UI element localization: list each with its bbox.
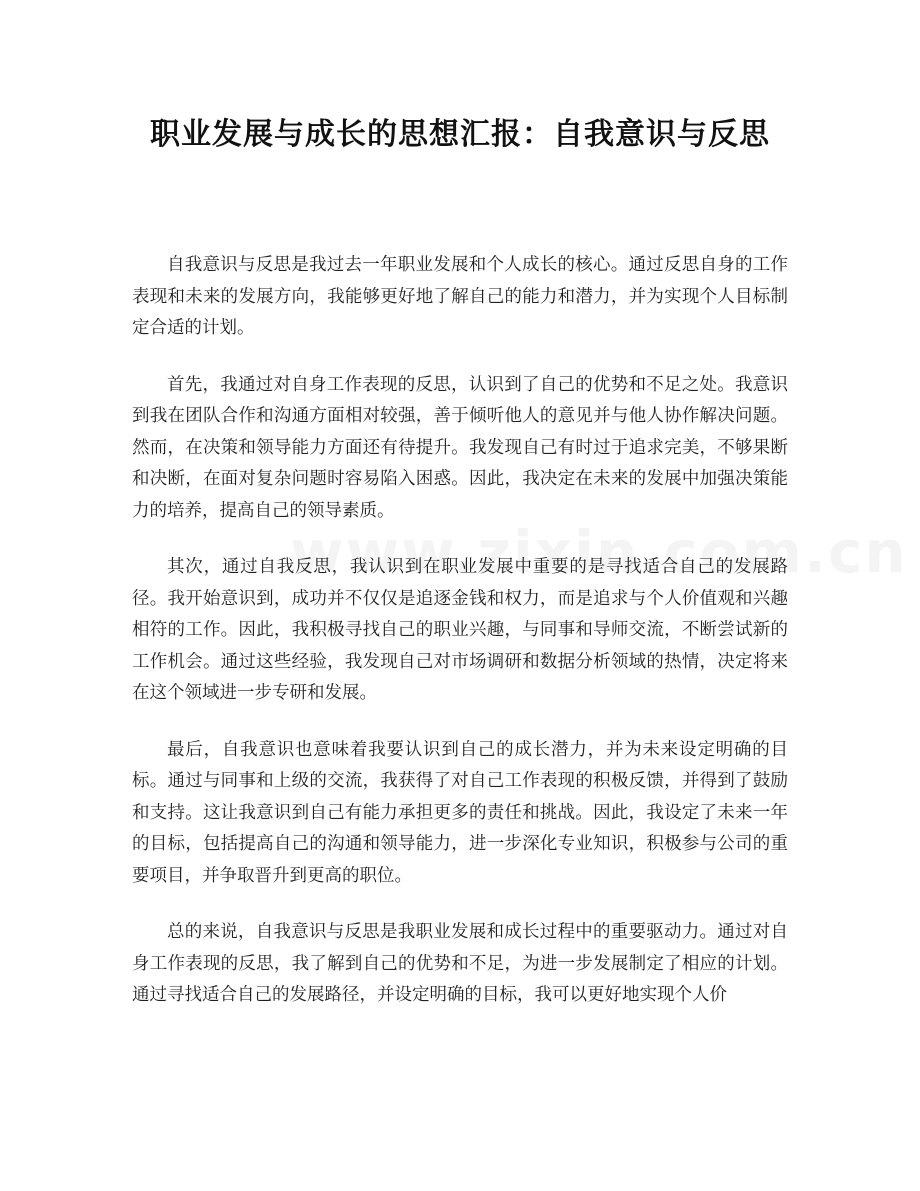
paragraph-intro: 自我意识与反思是我过去一年职业发展和个人成长的核心。通过反思自身的工作表现和未来的发展方向，我能够更好地了解自己的能力和潜力，并为实现个人目标制定合适的计划。 bbox=[132, 255, 788, 338]
paragraph-summary: 总的来说，自我意识与反思是我职业发展和成长过程中的重要驱动力。通过对自身工作表现的反思，我了解到自己的优势和不足，为进一步发展制定了相应的计划。通过寻找适合自己的发展路径，并设定明确的目标，我可以更好地实现个人价 bbox=[132, 922, 788, 1005]
paragraph-last: 最后，自我意识也意味着我要认识到自己的成长潜力，并为未来设定明确的目标。通过与同事和上级的交流，我获得了对自己工作表现的积极反馈，并得到了鼓励和支持。这让我意识到自己有能力承担更多的责任和挑战。因此，我设定了未来一年的目标，包括提高自己的沟通和领导能力，进一步深化专业知识，积极参与公司的重要项目，并争取晋升到更高的职位。 bbox=[132, 739, 788, 886]
paragraph-first: 首先，我通过对自身工作表现的反思，认识到了自己的优势和不足之处。我意识到我在团队合作和沟通方面相对较强，善于倾听他人的意见并与他人协作解决问题。然而，在决策和领导能力方面还有待提升。我发现自己有时过于追求完美，不够果断和决断，在面对复杂问题时容易陷入困惑。因此，我决定在未来的发展中加强决策能力的培养，提高自己的领导素质。 bbox=[132, 374, 788, 521]
document-title: 职业发展与成长的思想汇报：自我意识与反思 bbox=[150, 117, 770, 152]
paragraph-second: 其次，通过自我反思，我认识到在职业发展中重要的是寻找适合自己的发展路径。我开始意识到，成功并不仅仅是追逐金钱和权力，而是追求与个人价值观和兴趣相符的工作。因此，我积极寻找自己的职业兴趣，与同事和导师交流，不断尝试新的工作机会。通过这些经验，我发现自己对市场调研和数据分析领域的热情，决定将来在这个领域进一步专研和发展。 bbox=[132, 557, 788, 703]
document-body bbox=[132, 250, 788, 1037]
